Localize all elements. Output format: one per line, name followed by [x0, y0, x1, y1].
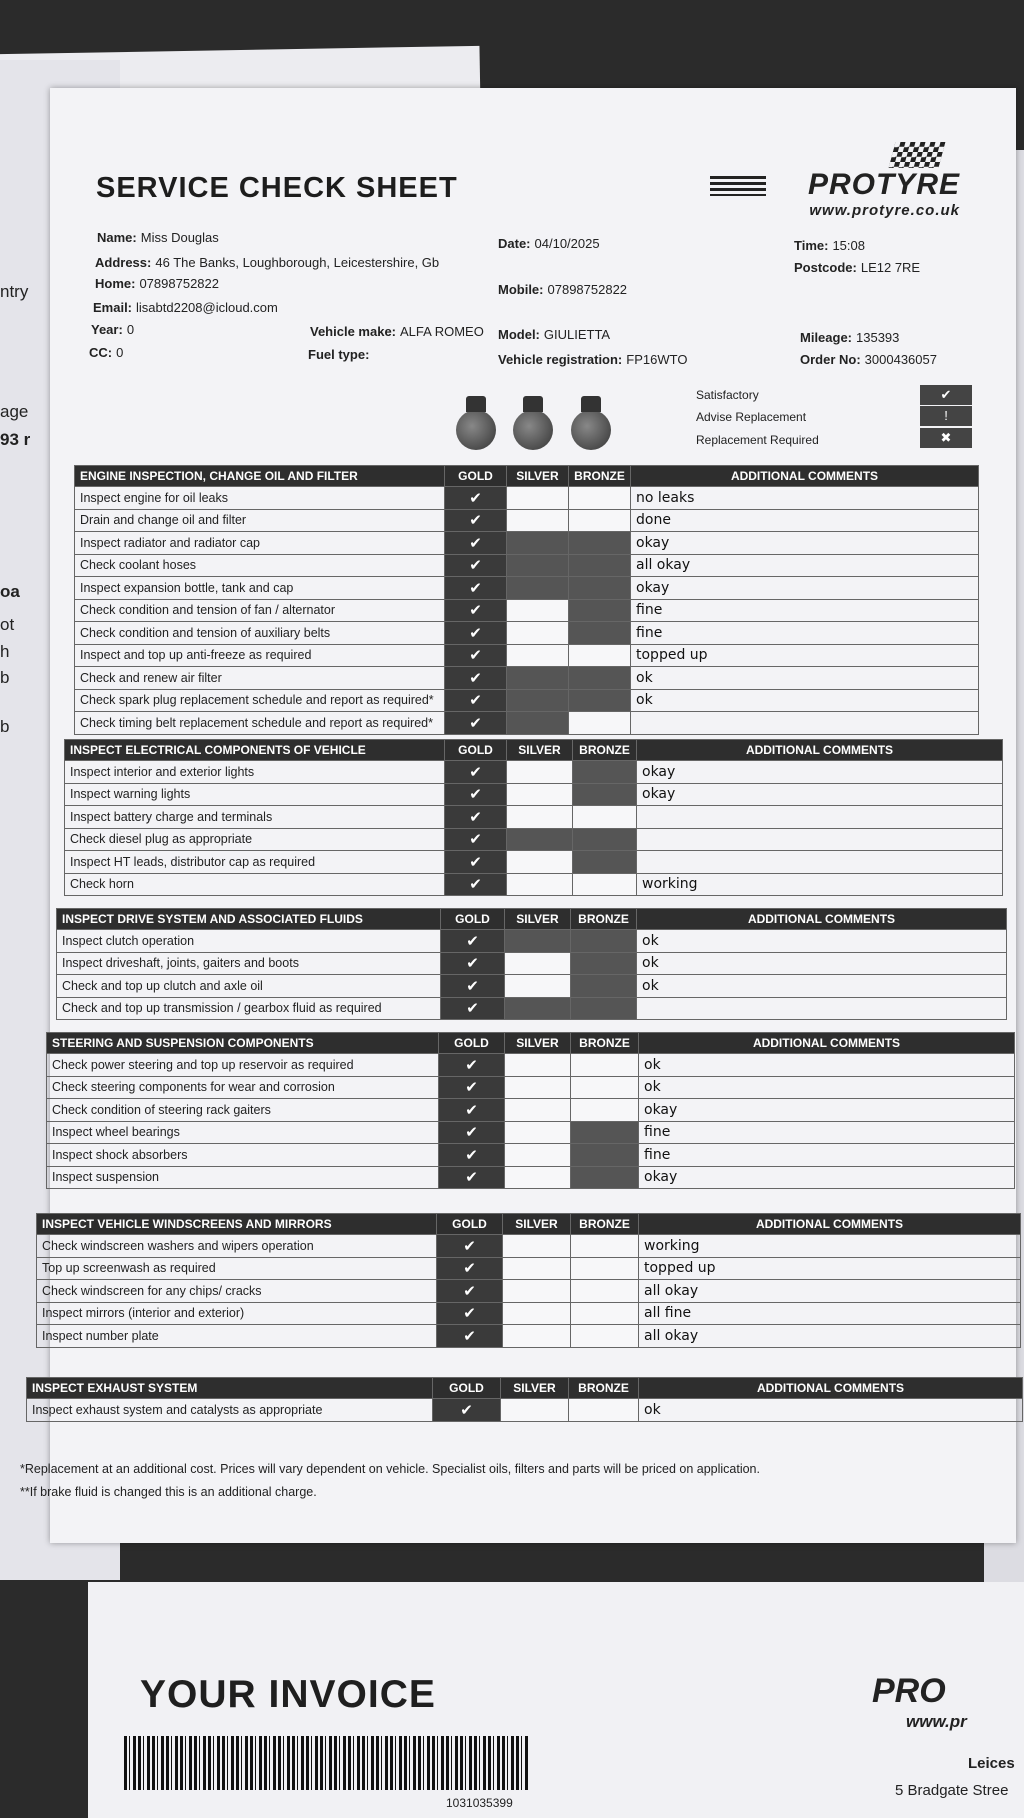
- check-item: Check windscreen washers and wipers operation: [37, 1235, 437, 1258]
- additional-comment: okay: [639, 1099, 1015, 1122]
- edge-text: ot: [0, 615, 15, 634]
- table-row: [47, 1099, 1015, 1122]
- bronze-column-header: BRONZE: [571, 909, 637, 930]
- gold-check-icon: ✔: [445, 761, 507, 784]
- invoice-logo: PRO: [872, 1672, 946, 1710]
- table-row: [37, 1235, 1021, 1258]
- gold-check-icon: ✔: [445, 783, 507, 806]
- bronze-cell: [571, 1144, 639, 1167]
- bronze-medal-icon: [571, 410, 611, 450]
- bronze-cell: [571, 1280, 639, 1303]
- silver-cell: [501, 1399, 569, 1422]
- bronze-cell: [571, 1166, 639, 1189]
- service-time: Time: 15:08: [794, 238, 865, 253]
- additional-comment: fine: [639, 1144, 1015, 1167]
- additional-comment: okay: [637, 761, 1003, 784]
- check-item: Inspect engine for oil leaks: [75, 487, 445, 510]
- silver-cell: [505, 1054, 571, 1077]
- bronze-cell: [569, 599, 631, 622]
- silver-cell: [505, 952, 571, 975]
- bronze-cell: [569, 644, 631, 667]
- bronze-column-header: BRONZE: [569, 1378, 639, 1399]
- check-item: Check and top up transmission / gearbox fluid as required: [57, 997, 441, 1020]
- gold-check-icon: ✔: [437, 1235, 503, 1258]
- postcode: Postcode: LE12 7RE: [794, 260, 921, 275]
- bronze-column-header: BRONZE: [571, 1033, 639, 1054]
- gold-check-icon: ✔: [439, 1166, 505, 1189]
- bronze-cell: [573, 783, 637, 806]
- bronze-cell: [571, 1121, 639, 1144]
- check-item: Check power steering and top up reservoir as required: [47, 1054, 439, 1077]
- gold-check-icon: ✔: [445, 806, 507, 829]
- check-item: Inspect clutch operation: [57, 930, 441, 953]
- gold-medal-icon: [456, 410, 496, 450]
- table-row: [57, 997, 1007, 1020]
- section-title: INSPECT ELECTRICAL COMPONENTS OF VEHICLE: [65, 740, 445, 761]
- additional-comment: [637, 997, 1007, 1020]
- exclamation-icon: !: [920, 406, 972, 426]
- customer-address: Address: 46 The Banks, Loughborough, Leicestershire, Gb: [95, 255, 440, 270]
- silver-column-header: SILVER: [505, 909, 571, 930]
- gold-check-icon: ✔: [437, 1257, 503, 1280]
- gold-column-header: GOLD: [441, 909, 505, 930]
- gold-column-header: GOLD: [445, 740, 507, 761]
- check-icon: ✔: [920, 385, 972, 405]
- table-row: [47, 1076, 1015, 1099]
- gold-check-icon: ✔: [445, 712, 507, 735]
- check-item: Check timing belt replacement schedule and report as required*: [75, 712, 445, 735]
- gold-check-icon: ✔: [445, 622, 507, 645]
- check-item: Check condition of steering rack gaiters: [47, 1099, 439, 1122]
- gold-check-icon: ✔: [445, 554, 507, 577]
- gold-check-icon: ✔: [439, 1121, 505, 1144]
- silver-cell: [503, 1280, 571, 1303]
- silver-cell: [507, 712, 569, 735]
- mileage: Mileage: 135393: [800, 330, 900, 345]
- silver-cell: [507, 532, 569, 555]
- silver-cell: [507, 689, 569, 712]
- table-row: [75, 644, 979, 667]
- check-item: Check and top up clutch and axle oil: [57, 975, 441, 998]
- barcode-number: 1031035399: [446, 1796, 513, 1810]
- comments-column-header: ADDITIONAL COMMENTS: [639, 1033, 1015, 1054]
- gold-check-icon: ✔: [441, 997, 505, 1020]
- additional-comment: ok: [639, 1076, 1015, 1099]
- gold-check-icon: ✔: [445, 577, 507, 600]
- silver-cell: [505, 1076, 571, 1099]
- bronze-cell: [569, 622, 631, 645]
- vehicle-registration: Vehicle registration: FP16WTO: [498, 352, 688, 367]
- table-row: [37, 1257, 1021, 1280]
- table-row: [47, 1166, 1015, 1189]
- bronze-cell: [571, 1054, 639, 1077]
- gold-check-icon: ✔: [439, 1076, 505, 1099]
- order-number: Order No: 3000436057: [800, 352, 937, 367]
- check-item: Check diesel plug as appropriate: [65, 828, 445, 851]
- check-item: Check steering components for wear and corrosion: [47, 1076, 439, 1099]
- table-row: [57, 975, 1007, 998]
- additional-comment: all okay: [639, 1325, 1021, 1348]
- silver-cell: [503, 1235, 571, 1258]
- silver-cell: [507, 828, 573, 851]
- table-row: [75, 487, 979, 510]
- gold-check-icon: ✔: [439, 1054, 505, 1077]
- section-title: ENGINE INSPECTION, CHANGE OIL AND FILTER: [75, 466, 445, 487]
- silver-cell: [507, 622, 569, 645]
- table-row: [75, 622, 979, 645]
- check-item: Inspect mirrors (interior and exterior): [37, 1302, 437, 1325]
- bronze-cell: [571, 1325, 639, 1348]
- silver-cell: [507, 873, 573, 896]
- table-row: [75, 509, 979, 532]
- additional-comment: done: [631, 509, 979, 532]
- additional-comment: all okay: [631, 554, 979, 577]
- additional-comment: topped up: [639, 1257, 1021, 1280]
- silver-cell: [505, 1144, 571, 1167]
- additional-comment: ok: [639, 1399, 1023, 1422]
- check-item: Check spark plug replacement schedule and report as required*: [75, 689, 445, 712]
- section-title: INSPECT DRIVE SYSTEM AND ASSOCIATED FLUIDS: [57, 909, 441, 930]
- fuel-type: Fuel type:: [308, 347, 370, 362]
- comments-column-header: ADDITIONAL COMMENTS: [639, 1378, 1023, 1399]
- check-item: Inspect radiator and radiator cap: [75, 532, 445, 555]
- gold-column-header: GOLD: [445, 466, 507, 487]
- barcode: [124, 1736, 530, 1790]
- check-item: Check horn: [65, 873, 445, 896]
- silver-column-header: SILVER: [505, 1033, 571, 1054]
- silver-medal-icon: [513, 410, 553, 450]
- customer-email: Email: lisabtd2208@icloud.com: [93, 300, 278, 315]
- silver-column-header: SILVER: [501, 1378, 569, 1399]
- additional-comment: okay: [631, 532, 979, 555]
- bronze-cell: [569, 509, 631, 532]
- table-row: [47, 1121, 1015, 1144]
- table-row: [65, 761, 1003, 784]
- check-item: Check windscreen for any chips/ cracks: [37, 1280, 437, 1303]
- comments-column-header: ADDITIONAL COMMENTS: [631, 466, 979, 487]
- check-item: Inspect suspension: [47, 1166, 439, 1189]
- additional-comment: ok: [637, 975, 1007, 998]
- bronze-cell: [569, 667, 631, 690]
- bronze-cell: [573, 873, 637, 896]
- gold-column-header: GOLD: [433, 1378, 501, 1399]
- table-row: [75, 599, 979, 622]
- gold-check-icon: ✔: [437, 1325, 503, 1348]
- footnote-brake-fluid: **If brake fluid is changed this is an additional charge.: [20, 1485, 317, 1499]
- additional-comment: ok: [639, 1054, 1015, 1077]
- gold-check-icon: ✔: [445, 599, 507, 622]
- comments-column-header: ADDITIONAL COMMENTS: [637, 909, 1007, 930]
- check-item: Check coolant hoses: [75, 554, 445, 577]
- silver-cell: [505, 997, 571, 1020]
- check-item: Inspect wheel bearings: [47, 1121, 439, 1144]
- gold-check-icon: ✔: [445, 532, 507, 555]
- bronze-cell: [571, 1302, 639, 1325]
- gold-check-icon: ✔: [445, 873, 507, 896]
- logo-url: www.protyre.co.uk: [809, 202, 960, 219]
- check-item: Drain and change oil and filter: [75, 509, 445, 532]
- table-row: [75, 667, 979, 690]
- silver-cell: [507, 851, 573, 874]
- additional-comment: fine: [631, 622, 979, 645]
- additional-comment: ok: [637, 952, 1007, 975]
- check-item: Inspect HT leads, distributor cap as required: [65, 851, 445, 874]
- silver-cell: [505, 1166, 571, 1189]
- bronze-column-header: BRONZE: [571, 1214, 639, 1235]
- check-item: Check condition and tension of fan / alternator: [75, 599, 445, 622]
- gold-check-icon: ✔: [445, 689, 507, 712]
- additional-comment: ok: [631, 667, 979, 690]
- silver-cell: [507, 644, 569, 667]
- checklist-section: [64, 739, 1003, 896]
- gold-check-icon: ✔: [445, 667, 507, 690]
- check-item: Inspect and top up anti-freeze as required: [75, 644, 445, 667]
- silver-cell: [507, 554, 569, 577]
- legend-advise: Advise Replacement: [696, 410, 807, 424]
- silver-cell: [507, 509, 569, 532]
- edge-text: h: [0, 642, 10, 661]
- silver-cell: [507, 806, 573, 829]
- additional-comment: okay: [639, 1166, 1015, 1189]
- gold-check-icon: ✔: [445, 644, 507, 667]
- additional-comment: no leaks: [631, 487, 979, 510]
- gold-check-icon: ✔: [441, 952, 505, 975]
- additional-comment: working: [639, 1235, 1021, 1258]
- bronze-cell: [569, 532, 631, 555]
- check-item: Inspect number plate: [37, 1325, 437, 1348]
- bronze-cell: [571, 1235, 639, 1258]
- silver-cell: [507, 667, 569, 690]
- table-row: [65, 828, 1003, 851]
- check-item: Check and renew air filter: [75, 667, 445, 690]
- gold-check-icon: ✔: [439, 1144, 505, 1167]
- comments-column-header: ADDITIONAL COMMENTS: [639, 1214, 1021, 1235]
- invoice-title: YOUR INVOICE: [140, 1673, 436, 1716]
- comments-column-header: ADDITIONAL COMMENTS: [637, 740, 1003, 761]
- silver-cell: [505, 1121, 571, 1144]
- table-row: [65, 806, 1003, 829]
- bronze-cell: [569, 689, 631, 712]
- invoice-street: 5 Bradgate Stree: [895, 1782, 1009, 1799]
- gold-check-icon: ✔: [441, 930, 505, 953]
- silver-cell: [507, 783, 573, 806]
- checklist-section: [56, 908, 1007, 1020]
- vehicle-year: Year: 0: [91, 322, 135, 337]
- table-row: [65, 783, 1003, 806]
- bronze-cell: [569, 487, 631, 510]
- customer-name: Name: Miss Douglas: [97, 230, 219, 245]
- bronze-cell: [569, 712, 631, 735]
- checklist-section: [46, 1032, 1015, 1189]
- check-item: Inspect interior and exterior lights: [65, 761, 445, 784]
- check-item: Inspect exhaust system and catalysts as appropriate: [27, 1399, 433, 1422]
- gold-column-header: GOLD: [439, 1033, 505, 1054]
- additional-comment: all fine: [639, 1302, 1021, 1325]
- bronze-cell: [571, 952, 637, 975]
- additional-comment: fine: [631, 599, 979, 622]
- table-row: [37, 1280, 1021, 1303]
- table-row: [57, 952, 1007, 975]
- checklist-section: [36, 1213, 1021, 1348]
- silver-cell: [507, 599, 569, 622]
- edge-text: ntry: [0, 282, 29, 301]
- gold-check-icon: ✔: [433, 1399, 501, 1422]
- invoice-logo-url: www.pr: [906, 1712, 967, 1731]
- additional-comment: [637, 851, 1003, 874]
- footnote-replacement: *Replacement at an additional cost. Prices will vary dependent on vehicle. Specialist oils, filters and parts will be priced on application.: [20, 1462, 760, 1476]
- silver-cell: [505, 1099, 571, 1122]
- bronze-cell: [571, 930, 637, 953]
- additional-comment: ok: [631, 689, 979, 712]
- bronze-cell: [571, 1257, 639, 1280]
- vehicle-make: Vehicle make: ALFA ROMEO: [310, 324, 484, 339]
- silver-cell: [503, 1257, 571, 1280]
- gold-check-icon: ✔: [445, 828, 507, 851]
- check-item: Inspect expansion bottle, tank and cap: [75, 577, 445, 600]
- table-row: [65, 873, 1003, 896]
- bronze-cell: [571, 1099, 639, 1122]
- protyre-logo: [710, 142, 960, 219]
- silver-cell: [507, 487, 569, 510]
- additional-comment: fine: [639, 1121, 1015, 1144]
- additional-comment: [637, 806, 1003, 829]
- gold-column-header: GOLD: [437, 1214, 503, 1235]
- additional-comment: okay: [637, 783, 1003, 806]
- silver-cell: [503, 1325, 571, 1348]
- silver-column-header: SILVER: [507, 466, 569, 487]
- vehicle-model: Model: GIULIETTA: [498, 327, 611, 342]
- page-title: SERVICE CHECK SHEET: [96, 172, 458, 204]
- gold-check-icon: ✔: [445, 851, 507, 874]
- edge-text: 93 r: [0, 430, 31, 449]
- check-item: Inspect shock absorbers: [47, 1144, 439, 1167]
- edge-text: oa: [0, 582, 20, 601]
- check-item: Inspect battery charge and terminals: [65, 806, 445, 829]
- table-row: [75, 532, 979, 555]
- gold-check-icon: ✔: [445, 487, 507, 510]
- legend-satisfactory: Satisfactory: [696, 388, 759, 402]
- silver-column-header: SILVER: [507, 740, 573, 761]
- customer-mobile: Mobile: 07898752822: [498, 282, 628, 297]
- table-row: [75, 554, 979, 577]
- customer-home: Home: 07898752822: [95, 276, 219, 291]
- silver-cell: [507, 761, 573, 784]
- section-title: INSPECT EXHAUST SYSTEM: [27, 1378, 433, 1399]
- additional-comment: ok: [637, 930, 1007, 953]
- check-item: Inspect driveshaft, joints, gaiters and boots: [57, 952, 441, 975]
- table-row: [65, 851, 1003, 874]
- bronze-cell: [573, 761, 637, 784]
- silver-cell: [503, 1302, 571, 1325]
- edge-text: b: [0, 717, 10, 736]
- additional-comment: okay: [631, 577, 979, 600]
- table-row: [75, 577, 979, 600]
- bronze-column-header: BRONZE: [573, 740, 637, 761]
- bronze-cell: [571, 975, 637, 998]
- speed-stripes-icon: [710, 176, 766, 196]
- additional-comment: topped up: [631, 644, 979, 667]
- vehicle-cc: CC: 0: [89, 345, 124, 360]
- checkered-flag-icon: [889, 142, 946, 168]
- section-title: INSPECT VEHICLE WINDSCREENS AND MIRRORS: [37, 1214, 437, 1235]
- table-row: [47, 1054, 1015, 1077]
- gold-check-icon: ✔: [437, 1302, 503, 1325]
- additional-comment: working: [637, 873, 1003, 896]
- silver-column-header: SILVER: [503, 1214, 571, 1235]
- bronze-cell: [569, 554, 631, 577]
- bronze-cell: [571, 997, 637, 1020]
- cross-icon: ✖: [920, 428, 972, 448]
- edge-text: age: [0, 402, 29, 421]
- table-row: [47, 1144, 1015, 1167]
- check-item: Check condition and tension of auxiliary belts: [75, 622, 445, 645]
- invoice-city: Leices: [968, 1755, 1015, 1772]
- bronze-cell: [571, 1076, 639, 1099]
- legend-required: Replacement Required: [696, 433, 819, 447]
- bronze-cell: [573, 806, 637, 829]
- bronze-cell: [569, 1399, 639, 1422]
- table-row: [37, 1325, 1021, 1348]
- checklist-section: [26, 1377, 1023, 1422]
- section-title: STEERING AND SUSPENSION COMPONENTS: [47, 1033, 439, 1054]
- bronze-column-header: BRONZE: [569, 466, 631, 487]
- bronze-cell: [573, 851, 637, 874]
- bronze-cell: [573, 828, 637, 851]
- additional-comment: [631, 712, 979, 735]
- additional-comment: [637, 828, 1003, 851]
- check-item: Inspect warning lights: [65, 783, 445, 806]
- logo-name: PROTYRE: [807, 168, 960, 201]
- silver-cell: [507, 577, 569, 600]
- gold-check-icon: ✔: [441, 975, 505, 998]
- bronze-cell: [569, 577, 631, 600]
- silver-cell: [505, 930, 571, 953]
- checklist-section: [74, 465, 979, 735]
- additional-comment: all okay: [639, 1280, 1021, 1303]
- table-row: [57, 930, 1007, 953]
- gold-check-icon: ✔: [437, 1280, 503, 1303]
- service-date: Date: 04/10/2025: [498, 236, 600, 251]
- table-row: [37, 1302, 1021, 1325]
- check-item: Top up screenwash as required: [37, 1257, 437, 1280]
- edge-text: b: [0, 668, 10, 687]
- gold-check-icon: ✔: [445, 509, 507, 532]
- table-row: [75, 689, 979, 712]
- table-row: [75, 712, 979, 735]
- table-row: [27, 1399, 1023, 1422]
- silver-cell: [505, 975, 571, 998]
- gold-check-icon: ✔: [439, 1099, 505, 1122]
